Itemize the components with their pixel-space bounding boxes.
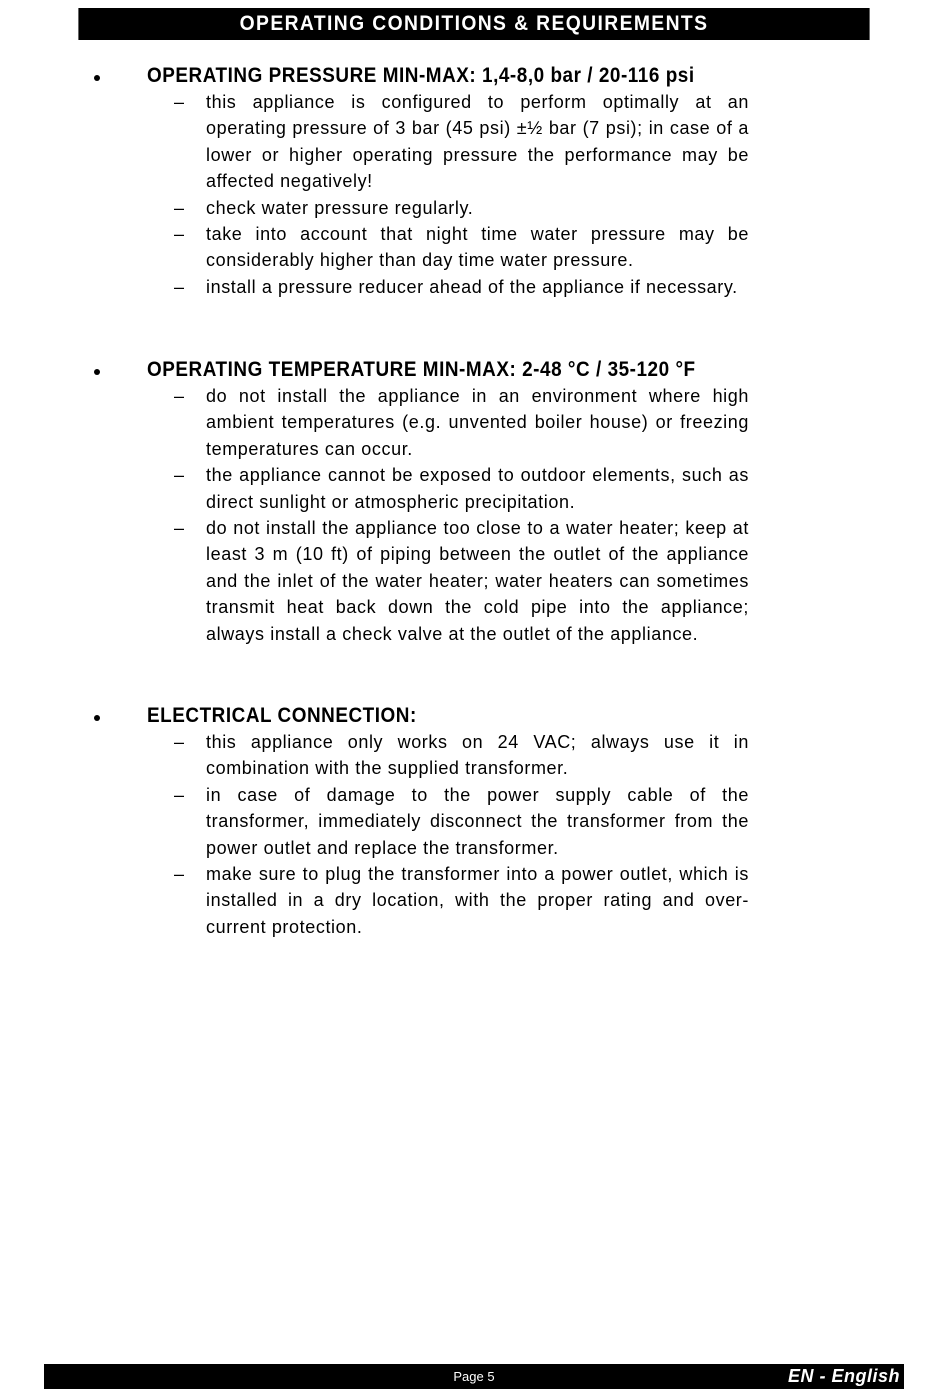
- section-title: ELECTRICAL CONNECTION:: [147, 704, 417, 727]
- list-item: [0, 729, 749, 782]
- language-label: EN - English: [787, 1366, 900, 1386]
- item-list: [0, 729, 950, 940]
- item-text: install a pressure reducer ahead of the appliance if necessary.: [206, 276, 738, 297]
- dash-icon: –: [174, 224, 185, 245]
- item-text: this appliance only works on 24 VAC; always use it in combination with the supplied transformer.: [206, 732, 749, 779]
- item-list: [0, 89, 950, 300]
- bullet-icon: [94, 369, 100, 375]
- list-item: [0, 383, 749, 462]
- dash-icon: –: [174, 92, 185, 112]
- bullet-icon: [94, 75, 100, 81]
- item-list: [0, 383, 950, 647]
- dash-icon: –: [174, 784, 185, 805]
- item-text: do not install the appliance in an environment where high ambient temperatures (e.g. unvented boiler house) or freezing temperatures can occur.: [206, 386, 749, 459]
- dash-icon: –: [174, 465, 185, 486]
- bullet-icon: [94, 715, 100, 721]
- item-text: check water pressure regularly.: [206, 197, 474, 218]
- page-footer: [44, 1364, 904, 1389]
- list-item: [0, 89, 749, 195]
- list-item: [0, 782, 749, 861]
- list-item: [0, 861, 749, 940]
- dash-icon: –: [174, 276, 185, 297]
- page-header: OPERATING CONDITIONS & REQUIREMENTS: [78, 8, 869, 40]
- item-text: in case of damage to the power supply cable of the transformer, immediately disconnect the transformer from the power outlet and replace the transformer.: [206, 784, 749, 858]
- section-title: OPERATING TEMPERATURE MIN-MAX: 2-48 °C / 35-120 °F: [147, 358, 696, 381]
- list-item: [0, 195, 749, 221]
- item-text: the appliance cannot be exposed to outdoor elements, such as direct sunlight or atmospheric precipitation.: [206, 465, 749, 512]
- dash-icon: –: [174, 518, 185, 539]
- list-item: [0, 274, 749, 300]
- list-item: [0, 221, 749, 274]
- item-text: make sure to plug the transformer into a power outlet, which is installed in a dry location, with the proper rating and over-current protection.: [206, 864, 749, 937]
- section-title: OPERATING PRESSURE MIN-MAX: 1,4-8,0 bar / 20-116 psi: [147, 64, 695, 87]
- dash-icon: –: [174, 864, 185, 885]
- item-text: take into account that night time water pressure may be considerably higher than day time water pressure.: [206, 224, 749, 271]
- list-item: [0, 515, 749, 647]
- dash-icon: –: [174, 732, 185, 752]
- item-text: do not install the appliance too close to a water heater; keep at least 3 m (10 ft) of piping between the outlet of the appliance and the inlet of the water heater; water heaters can sometimes transmit heat back down the cold pipe into the appliance; always install a check valve at the outlet of the appliance.: [206, 518, 749, 644]
- page-number: Page 5: [453, 1369, 495, 1384]
- item-text: this appliance is configured to perform optimally at an operating pressure of 3 bar (45 psi) ±½ bar (7 psi); in case of a lower or higher operating pressure the performance may be affected negatively!: [206, 92, 749, 192]
- list-item: [0, 462, 749, 515]
- dash-icon: –: [174, 197, 185, 218]
- dash-icon: –: [174, 386, 185, 406]
